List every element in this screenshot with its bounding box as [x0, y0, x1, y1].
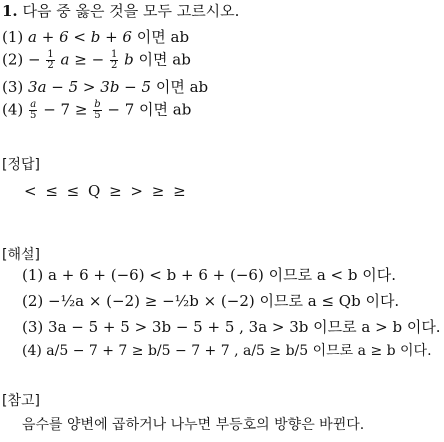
explanation-number: (3): [22, 318, 44, 336]
explanation-number: (2): [22, 292, 44, 310]
explanation-text: −½a × (−2) ≥ −½b × (−2) 이므로 a ≤ Qb 이다.: [48, 292, 400, 310]
explanation-tag: [해설]: [2, 247, 40, 263]
option-suffix: 이면 ab: [139, 100, 192, 119]
option-number: (4): [2, 100, 24, 119]
fraction: $\frac{b}{5}$: [94, 99, 101, 121]
option-expression-mid: a ≥ −: [60, 50, 105, 69]
explanation-text: a/5 − 7 + 7 ≥ b/5 − 7 + 7 , a/5 ≥ b/5 이므로 a ≥ b 이다.: [46, 343, 432, 359]
explanation-number: (1): [22, 266, 44, 284]
fraction: $\frac{a}{5}$: [30, 99, 37, 121]
option-expression-post: b: [124, 50, 134, 69]
option-expression-mid: − 7 ≥: [43, 100, 88, 119]
option-suffix: 이면 ab: [138, 50, 191, 69]
explanation-number: (4): [22, 343, 42, 359]
option-1: [2, 28, 189, 46]
option-expression-post: − 7: [107, 100, 135, 119]
fraction: $\frac{1}{2}$: [110, 49, 118, 71]
option-4: [2, 100, 191, 121]
answer-text: < ≤ ≤ Q ≥ > ≥ ≥: [24, 182, 188, 200]
option-number: (3): [2, 78, 24, 96]
option-number: (2): [2, 50, 24, 69]
option-2: [2, 50, 191, 71]
option-number: (1): [2, 28, 24, 46]
option-expression: 3a − 5 > 3b − 5: [28, 78, 152, 96]
note-tag: [참고]: [2, 393, 40, 409]
explanation-line-2: [22, 292, 399, 310]
explanation-text: 3a − 5 + 5 > 3b − 5 + 5 , 3a > 3b 이므로 a > b 이다.: [48, 318, 441, 336]
option-suffix: 이면 ab: [136, 28, 190, 46]
note-text: 음수를 양변에 곱하거나 나누면 부등호의 방향은 바뀐다.: [22, 417, 365, 433]
option-expression-pre: −: [28, 50, 41, 69]
explanation-line-4: [22, 342, 432, 360]
problem-question: 다음 중 옳은 것을 모두 고르시오.: [22, 2, 240, 20]
fraction: $\frac{1}{2}$: [47, 49, 54, 71]
explanation-text: a + 6 + (−6) < b + 6 + (−6) 이므로 a < b 이다.: [48, 266, 396, 284]
problem-title: [2, 2, 239, 20]
option-expression: a + 6 < b + 6: [28, 28, 132, 46]
problem-number: 1.: [2, 2, 18, 20]
explanation-line-1: [22, 266, 396, 284]
answer-tag: [정답]: [2, 157, 40, 173]
option-3: [2, 78, 208, 96]
option-suffix: 이면 ab: [155, 78, 209, 96]
explanation-line-3: [22, 318, 441, 336]
